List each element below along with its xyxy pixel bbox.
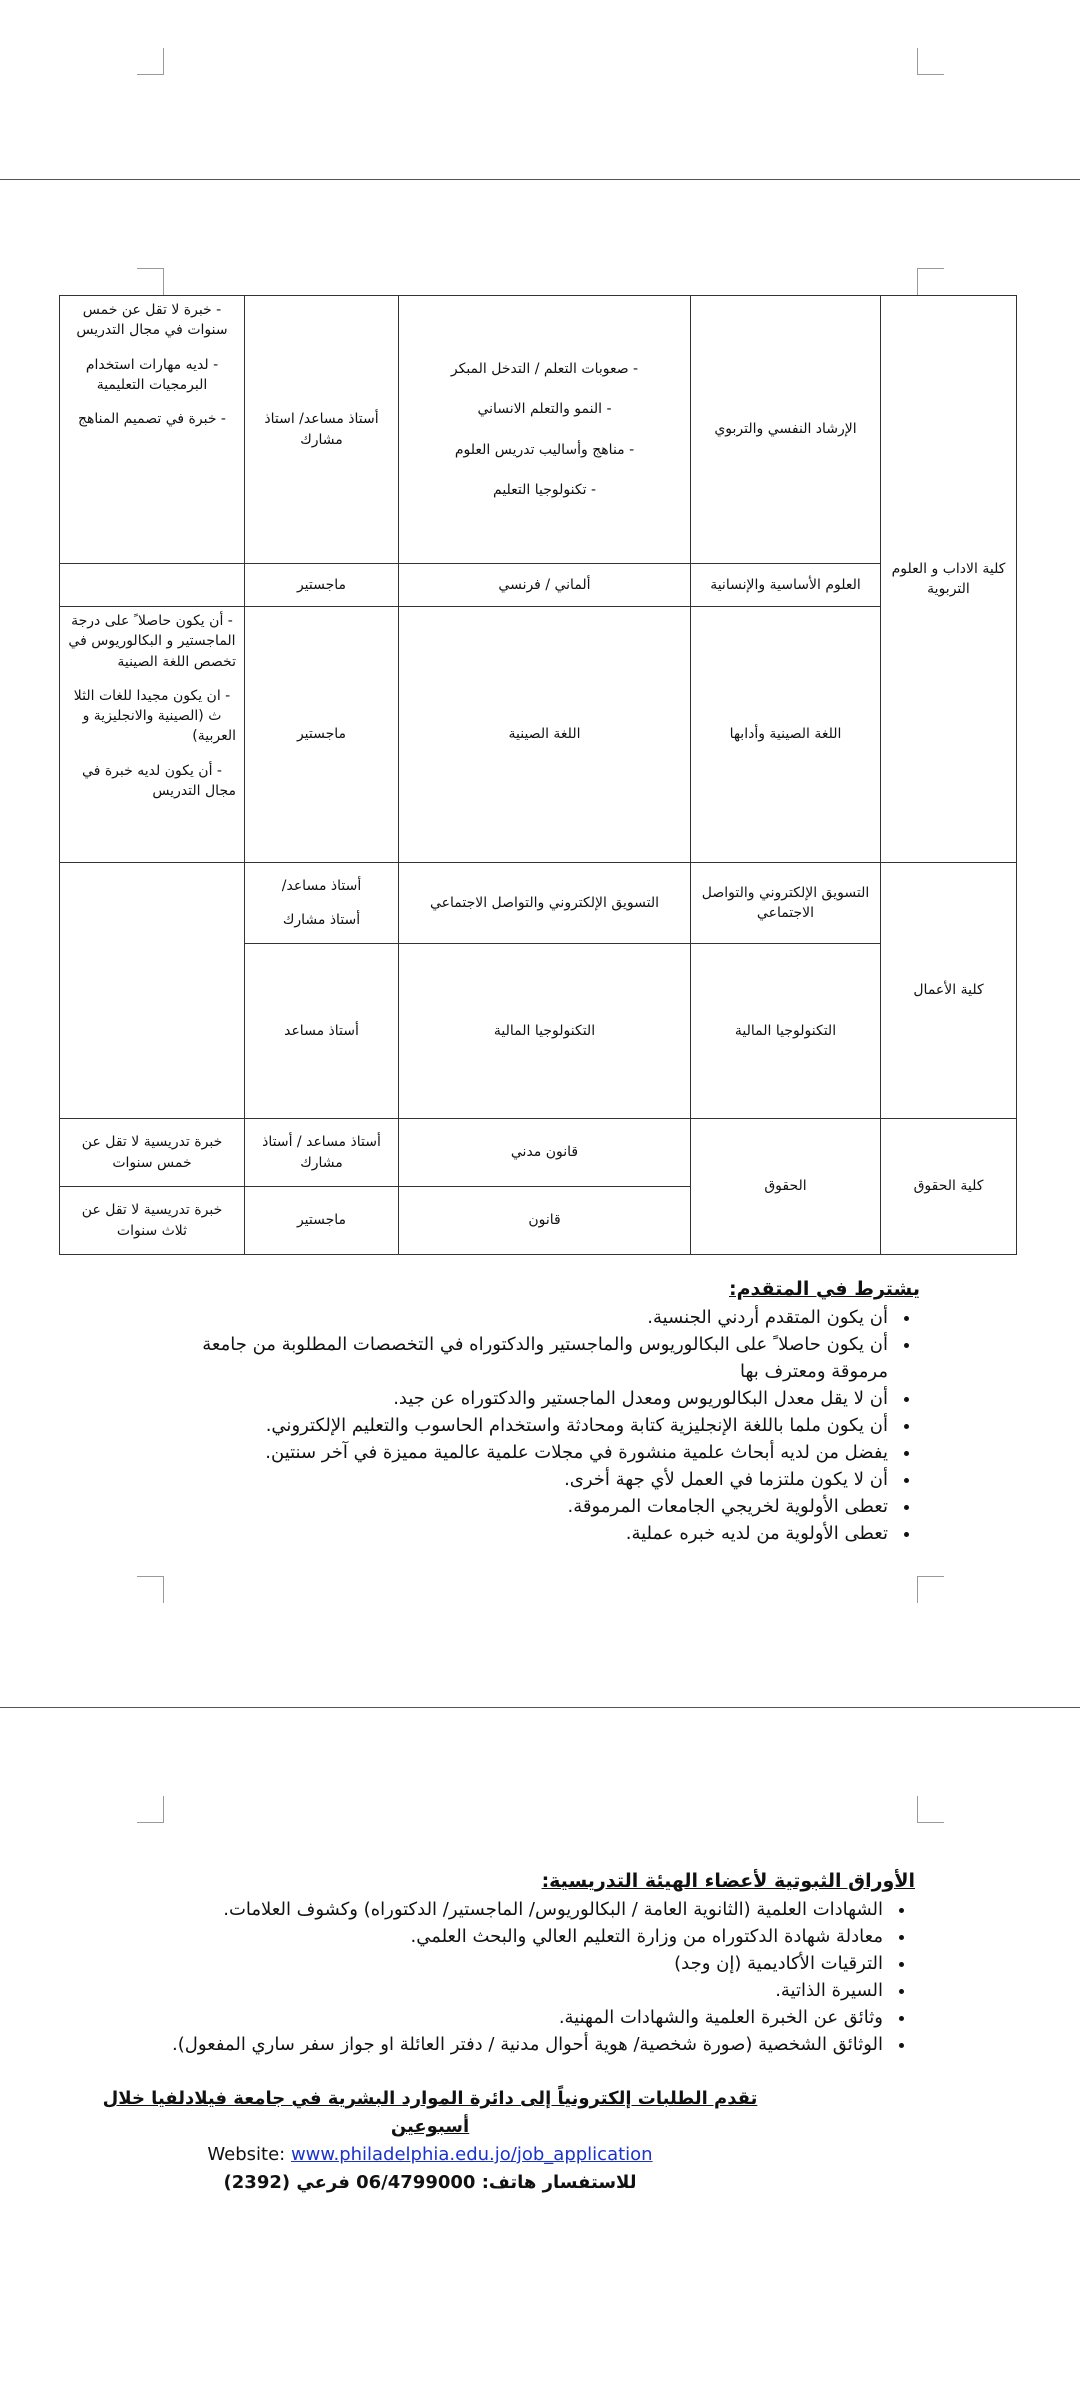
- requirement-line: - ان يكون مجيدا للغات الثلا ث (الصينية والانجليزية و العربية): [73, 687, 236, 745]
- requirement-line: - لديه مهارات استخدام البرمجيات التعليمية: [85, 356, 219, 393]
- condition-item: • أن لا يقل معدل البكالوريوس ومعدل الماجستير والدكتوراه عن جيد.: [150, 1385, 892, 1412]
- specialization-line: - صعوبات التعلم / التدخل المبكر: [450, 360, 639, 377]
- department-cell: العلوم الأساسية والإنسانية: [691, 564, 881, 607]
- document-item: • معادلة شهادة الدكتوراه من وزارة التعليم العالي والبحث العلمي.: [60, 1923, 887, 1950]
- table-row: [60, 607, 1017, 863]
- requirements-cell: [60, 296, 245, 564]
- condition-item: • أن لا يكون ملتزما في العمل لأي جهة أخرى.: [150, 1466, 892, 1493]
- requirements-cell: خبرة تدريسية لا تقل عن ثلاث سنوات: [60, 1187, 245, 1255]
- specialization-cell: اللغة الصينية: [399, 607, 691, 863]
- requirements-cell: [60, 863, 245, 1119]
- rank-line: أستاذ مساعد/: [281, 877, 362, 894]
- rank-cell: أستاذ مساعد / أستاذ مشارك: [245, 1119, 399, 1187]
- specialization-cell: قانون: [399, 1187, 691, 1255]
- table-row: [60, 296, 1017, 564]
- crop-mark: [917, 48, 944, 75]
- crop-mark: [137, 1576, 164, 1603]
- requirement-line: - أن يكون حاصلا ً على درجة الماجستير و البكالوريوس في تخصص اللغة الصينية: [68, 613, 236, 670]
- table-row: [60, 863, 1017, 944]
- requirement-line: - أن يكون لديه خبرة في مجال التدريس: [82, 762, 236, 800]
- documents-section: [60, 1870, 915, 2058]
- college-cell: كلية الأعمال: [881, 863, 1017, 1119]
- condition-item: • أن يكون ملما باللغة الإنجليزية كتابة ومحادثة واستخدام الحاسوب والتعليم الإلكتروني.: [150, 1412, 892, 1439]
- document-item: • الشهادات العلمية (الثانوية العامة / البكالوريوس/ الماجستير/ الدكتوراه) وكشوف العلامات.: [60, 1896, 887, 1923]
- conditions-title: يشترط في المتقدم:: [729, 1278, 920, 1300]
- department-cell: التسويق الإلكتروني والتواصل الاجتماعي: [691, 863, 881, 944]
- crop-mark: [917, 1796, 944, 1823]
- specialization-line: - مناهج وأساليب تدريس العلوم: [454, 441, 635, 458]
- specialization-cell: [399, 296, 691, 564]
- requirements-cell: خبرة تدريسية لا تقل عن خمس سنوات: [60, 1119, 245, 1187]
- department-cell: الحقوق: [691, 1119, 881, 1255]
- department-cell: الإرشاد النفسي والتربوي: [691, 296, 881, 564]
- application-footer: [100, 2085, 760, 2197]
- documents-list: [60, 1896, 915, 2058]
- rank-cell: [245, 863, 399, 944]
- crop-mark: [137, 1796, 164, 1823]
- document-item: • الترقيات الأكاديمية (إن وجد): [60, 1950, 887, 1977]
- condition-item: • أن يكون حاصلا ً على البكالوريوس والماجستير والدكتوراه في التخصصات المطلوبة من جامعة مرموقة ومعترف بها: [150, 1331, 892, 1385]
- rank-cell: ماجستير: [245, 564, 399, 607]
- department-cell: اللغة الصينية وأدابها: [691, 607, 881, 863]
- page-separator: [0, 179, 1080, 180]
- website-link[interactable]: www.philadelphia.edu.jo/job_application: [290, 2144, 653, 2165]
- specialization-cell: قانون مدني: [399, 1119, 691, 1187]
- college-cell: كلية الاداب و العلوم التربوية: [881, 296, 1017, 863]
- crop-mark: [137, 48, 164, 75]
- crop-mark: [917, 1576, 944, 1603]
- rank-cell: ماجستير: [245, 1187, 399, 1255]
- website-label: Website:: [207, 2144, 286, 2165]
- college-cell: كلية الحقوق: [881, 1119, 1017, 1255]
- document-item: • السيرة الذاتية.: [60, 1977, 887, 2004]
- requirements-cell: [60, 564, 245, 607]
- page-separator: [0, 1707, 1080, 1708]
- condition-item: • تعطى الأولوية من لديه خبره عملية.: [150, 1520, 892, 1547]
- rank-cell: ماجستير: [245, 607, 399, 863]
- apply-instructions: تقدم الطلبات إلكترونياً إلى دائرة الموارد البشرية في جامعة فيلادلفيا خلال أسبوعين: [102, 2088, 758, 2137]
- specialization-line: - تكنولوجيا التعليم: [493, 481, 596, 498]
- department-cell: التكنولوجيا المالية: [691, 944, 881, 1119]
- document-item: • وثائق عن الخبرة العلمية والشهادات المهنية.: [60, 2004, 887, 2031]
- document-item: • الوثائق الشخصية (صورة شخصية/ هوية أحوال مدنية / دفتر العائلة او جواز سفر ساري المفعول).: [60, 2031, 887, 2058]
- crop-mark: [137, 268, 164, 295]
- rank-cell: أستاذ مساعد/ استاذ مشارك: [245, 296, 399, 564]
- conditions-section: [150, 1278, 920, 1547]
- phone-line: للاستفسار هاتف: 06/4799000 فرعي (2392): [223, 2172, 637, 2193]
- website-line: [100, 2141, 760, 2169]
- condition-item: • أن يكون المتقدم أردني الجنسية.: [150, 1304, 892, 1331]
- documents-title: الأوراق الثبوتية لأعضاء الهيئة التدريسية:: [541, 1870, 915, 1892]
- table-row: [60, 564, 1017, 607]
- conditions-list: [150, 1304, 920, 1547]
- condition-item: • تعطى الأولوية لخريجي الجامعات المرموقة.: [150, 1493, 892, 1520]
- vacancies-table: [59, 295, 1017, 1255]
- rank-line: أستاذ مشارك: [282, 912, 361, 928]
- table-row: [60, 1119, 1017, 1187]
- specialization-line: - النمو والتعلم الانساني: [477, 401, 612, 418]
- specialization-cell: التكنولوجيا المالية: [399, 944, 691, 1119]
- specialization-cell: ألماني / فرنسي: [399, 564, 691, 607]
- specialization-cell: التسويق الإلكتروني والتواصل الاجتماعي: [399, 863, 691, 944]
- requirement-line: - خبرة في تصميم المناهج: [78, 411, 226, 428]
- crop-mark: [917, 268, 944, 295]
- requirements-cell: [60, 607, 245, 863]
- requirement-line: - خبرة لا تقل عن خمس سنوات في مجال التدريس: [76, 302, 228, 339]
- condition-item: • يفضل من لديه أبحاث علمية منشورة في مجلات علمية عالمية مميزة في آخر سنتين.: [150, 1439, 892, 1466]
- rank-cell: أستاذ مساعد: [245, 944, 399, 1119]
